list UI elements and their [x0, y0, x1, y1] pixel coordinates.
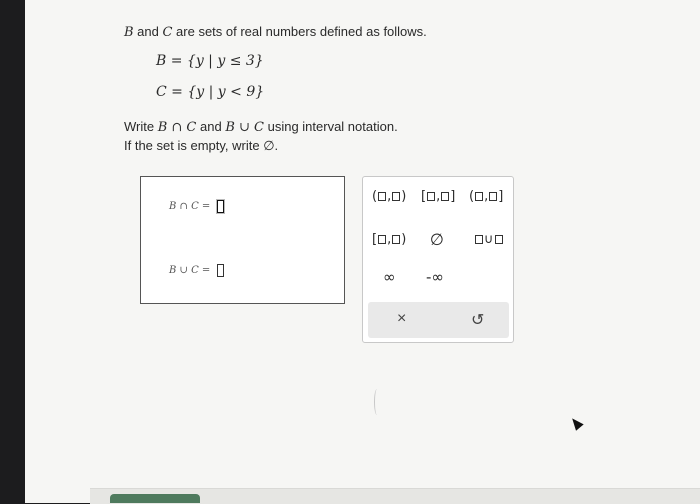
- comma: ,: [436, 189, 441, 204]
- var-b: B: [124, 25, 134, 40]
- intro-and: and: [133, 24, 163, 39]
- union-symbol: ∪: [484, 232, 494, 247]
- bracket-right: ): [401, 189, 407, 204]
- question-intro: [124, 24, 427, 40]
- set-b-definition: B = {y | y ≤ 3}: [156, 53, 264, 69]
- bracket-left: (: [372, 189, 378, 204]
- instruction-intersection: B ∩ C: [157, 120, 197, 135]
- union-label: B ∪ C =: [169, 265, 211, 276]
- instruction-suffix: using interval notation.: [263, 119, 398, 134]
- set-c-definition: C = {y | y < 9}: [156, 84, 265, 100]
- screen-smudge: [374, 389, 380, 415]
- var-c: C: [162, 25, 173, 40]
- bracket-left: [: [372, 232, 378, 247]
- bracket-left: [: [421, 189, 427, 204]
- instruction-and: and: [196, 119, 226, 134]
- comma: ,: [387, 189, 392, 204]
- union-button[interactable]: [474, 232, 504, 247]
- instruction: [124, 119, 398, 135]
- slot-icon: [392, 235, 400, 244]
- answer-box: [140, 176, 345, 304]
- open-open-interval-button[interactable]: [372, 189, 406, 204]
- slot-icon: [378, 192, 386, 201]
- slot-icon: [489, 192, 497, 201]
- bracket-right: ]: [450, 189, 456, 204]
- slot-icon: [392, 192, 400, 201]
- negative-infinity-button[interactable]: -∞: [426, 268, 444, 286]
- bracket-left: (: [469, 189, 475, 204]
- slot-icon: [475, 192, 483, 201]
- slot-icon: [495, 235, 503, 244]
- infinity-button[interactable]: ∞: [383, 268, 396, 286]
- comma: ,: [387, 232, 392, 247]
- bracket-right: ): [401, 232, 407, 247]
- clear-button[interactable]: ×: [397, 310, 407, 327]
- slot-icon: [475, 235, 483, 244]
- intro-rest: are sets of real numbers defined as follows.: [172, 24, 427, 39]
- slot-icon: [378, 235, 386, 244]
- bottom-tab: [110, 494, 200, 503]
- closed-open-interval-button[interactable]: [372, 232, 406, 247]
- empty-note-prefix: If the set is empty, write: [124, 138, 264, 153]
- empty-set-symbol: ∅: [263, 139, 275, 154]
- empty-note-suffix: .: [274, 138, 279, 153]
- instruction-prefix: Write: [124, 119, 158, 134]
- union-answer-row: [169, 264, 224, 277]
- bracket-right: ]: [498, 189, 504, 204]
- palette-footer: [368, 302, 509, 338]
- intersection-label: B ∩ C =: [169, 201, 211, 212]
- intersection-answer-row: [169, 200, 224, 213]
- math-palette: [362, 176, 514, 343]
- intersection-input[interactable]: [217, 200, 224, 213]
- union-input[interactable]: [217, 264, 224, 277]
- empty-set-button[interactable]: ∅: [430, 230, 444, 249]
- slot-icon: [427, 192, 435, 201]
- empty-note: [124, 138, 278, 154]
- slot-icon: [441, 192, 449, 201]
- instruction-union: B ∪ C: [225, 120, 264, 135]
- open-closed-interval-button[interactable]: [469, 189, 503, 204]
- comma: ,: [484, 189, 489, 204]
- undo-button[interactable]: ↺: [471, 312, 485, 329]
- closed-closed-interval-button[interactable]: [421, 189, 455, 204]
